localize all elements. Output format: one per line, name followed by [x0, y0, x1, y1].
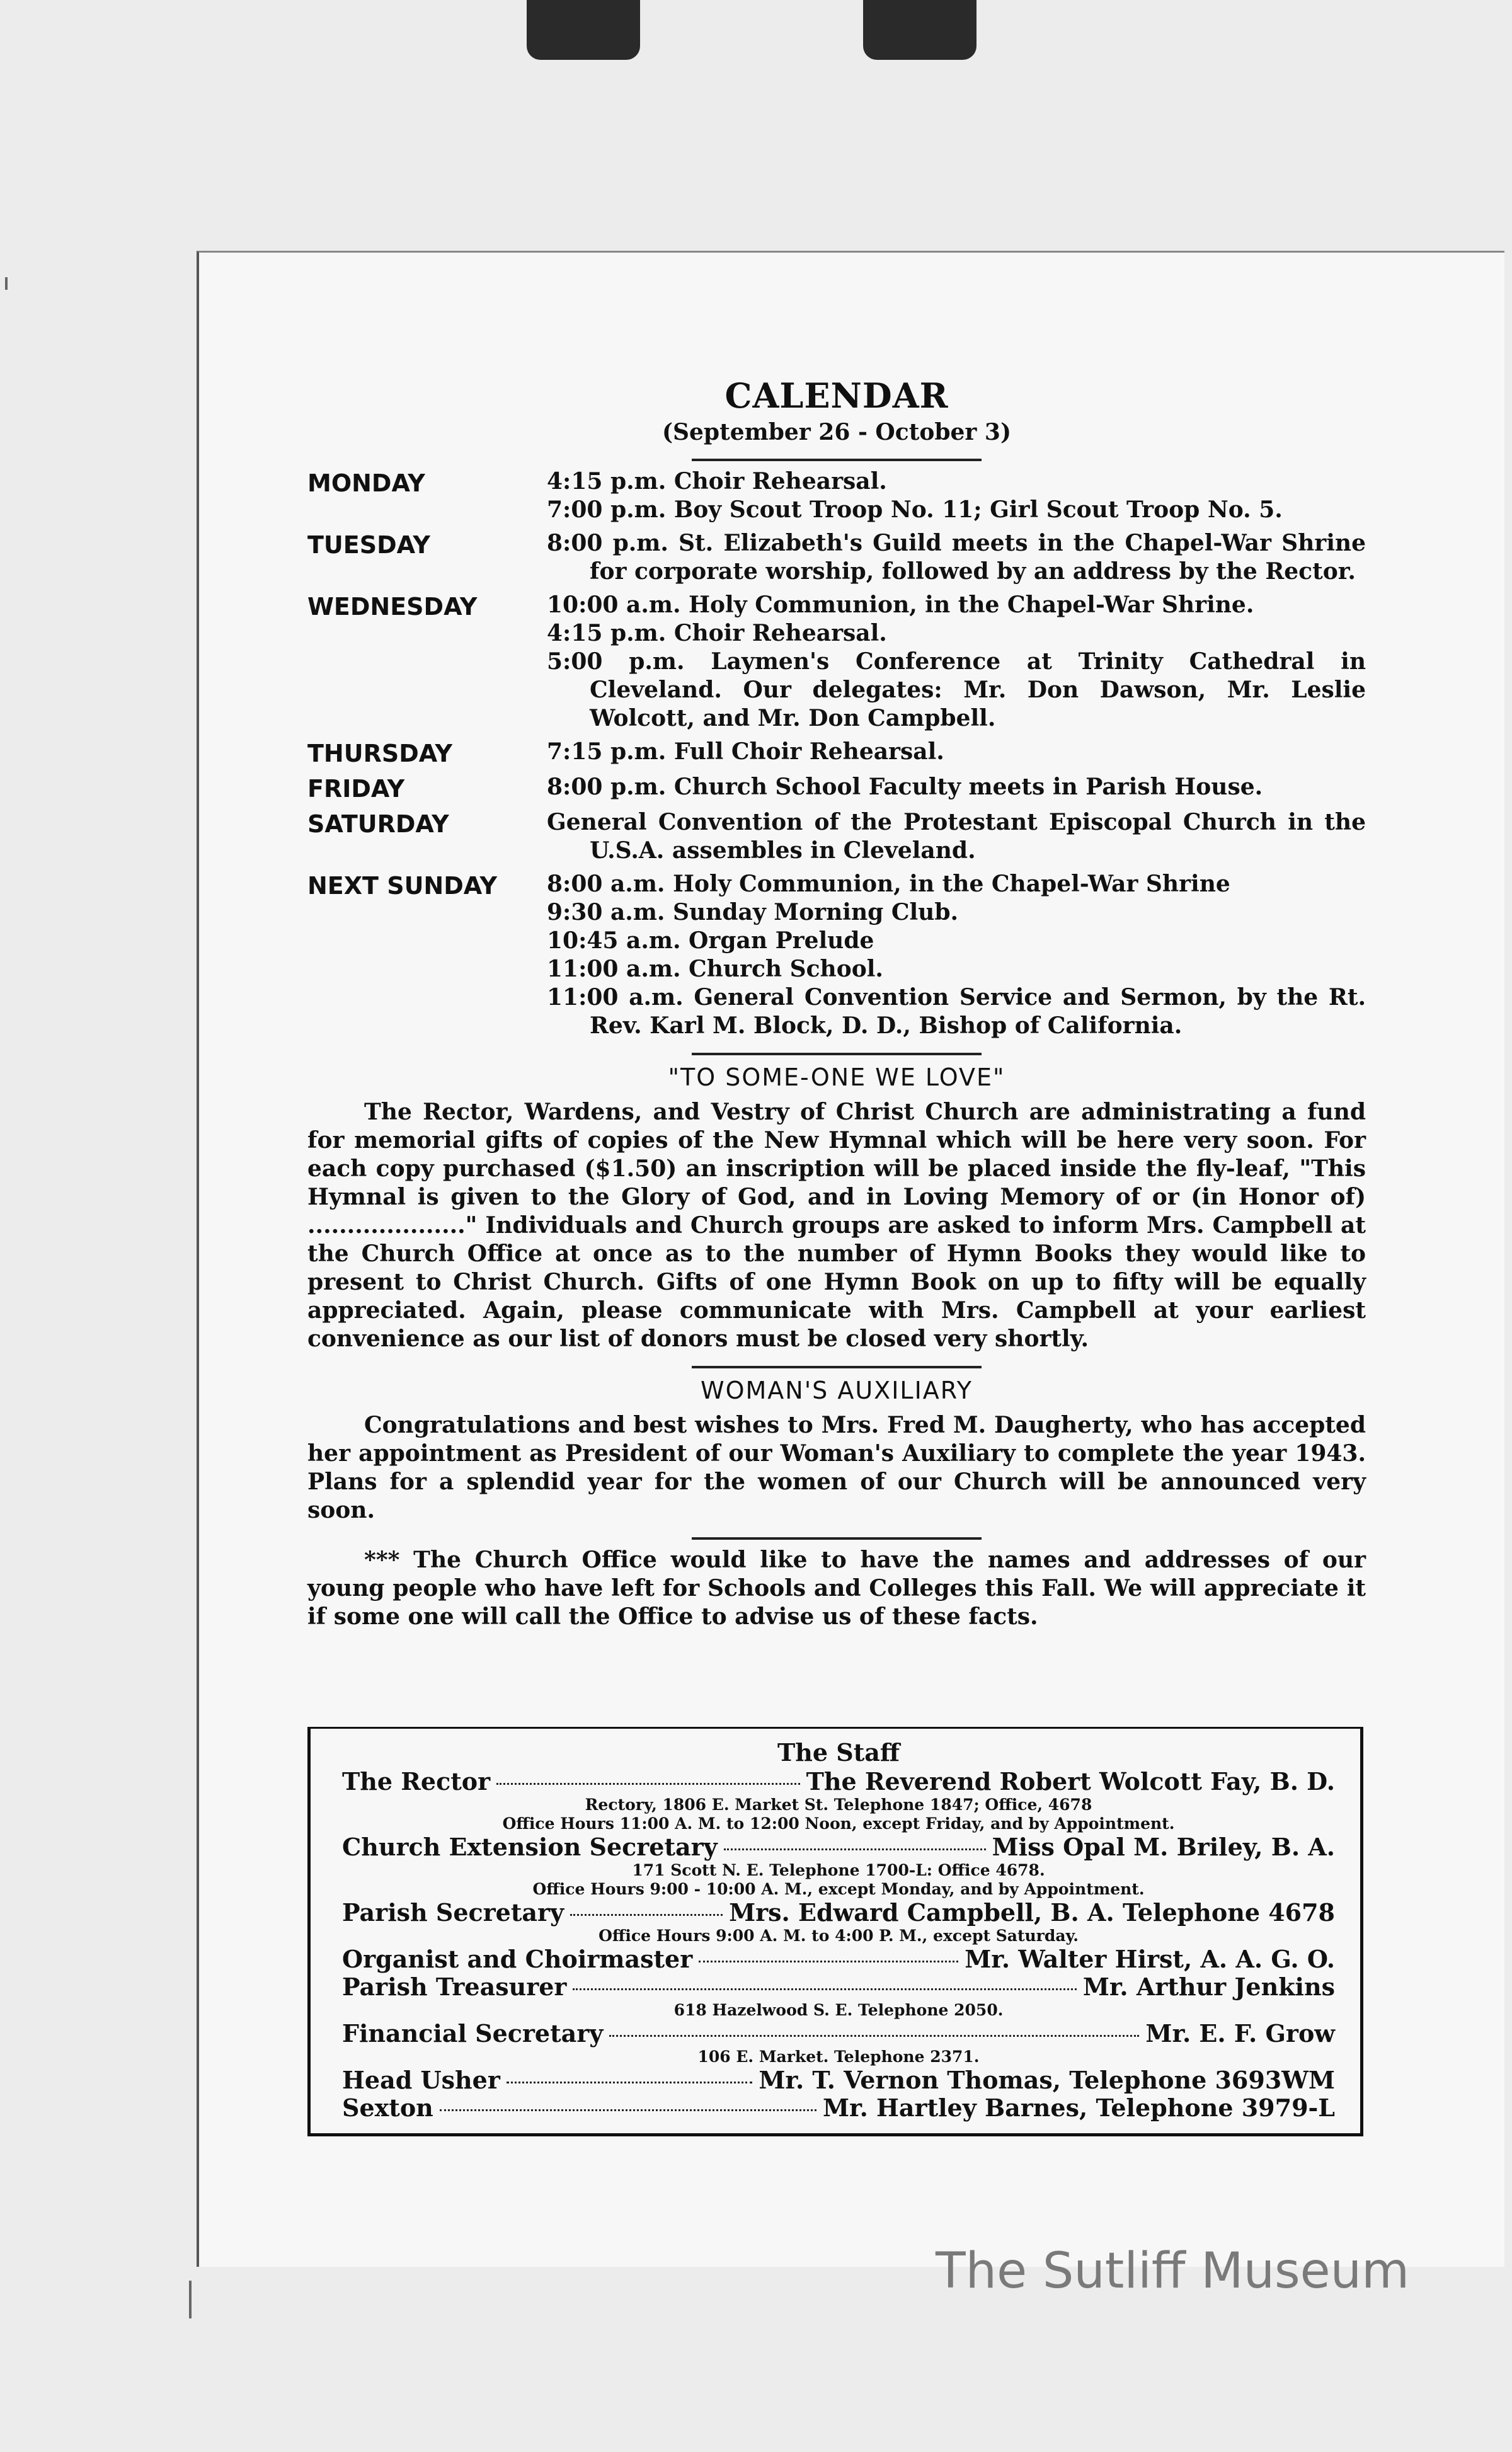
binder-tab-left	[527, 0, 640, 60]
day-label: TUESDAY	[307, 531, 430, 559]
event: 11:00 a.m. General Convention Service and Sermon, by the Rt. Rev. Karl M. Block, D. D., Bishop of California.	[547, 984, 1366, 1039]
day-label: MONDAY	[307, 469, 425, 497]
hymnal-paragraph: The Rector, Wardens, and Vestry of Christ Church are administrating a fund for memorial gifts of copies of the New Hymnal which will be here very soon. For each copy purchased ($1.50) an inscription will be placed inside the fly-leaf, "This Hymnal is given to the Glory of God, and in Loving Memory of or (in Honor of) ...................." Individuals and Church groups are asked to inform Mrs. Campbell at the Church Office at once as to the number of Hymn Books they would like to present to Christ Church. Gifts of one Hymn Book on up to fifty will be equally appreciated. Again, please communicate with Mrs. Campbell at your earliest convenience as our list of donors must be closed very shortly.	[307, 1099, 1366, 1352]
staff-detail: Rectory, 1806 E. Market St. Telephone 1847; Office, 4678	[585, 1796, 1092, 1814]
day-label: THURSDAY	[307, 740, 453, 767]
staff-person: Mr. T. Vernon Thomas, Telephone 3693WM	[759, 2066, 1335, 2094]
staff-detail: Office Hours 9:00 A. M. to 4:00 P. M., except Saturday.	[598, 1927, 1079, 1945]
binder-tab-right	[863, 0, 976, 60]
day-label: WEDNESDAY	[307, 593, 478, 621]
day-monday	[307, 467, 1366, 524]
staff-row-sexton	[342, 2094, 1335, 2122]
staff-directory	[307, 1727, 1363, 2136]
museum-watermark: The Sutliff Museum	[936, 2243, 1410, 2300]
staff-detail: 106 E. Market. Telephone 2371.	[697, 2048, 980, 2066]
staff-role: Parish Secretary	[342, 1898, 564, 1927]
staff-row-extension-secretary	[342, 1833, 1335, 1861]
staff-role: The Rector	[342, 1767, 491, 1796]
auxiliary-paragraph: Congratulations and best wishes to Mrs. Fred M. Daugherty, who has accepted her appointment as President of our Woman's Auxiliary to complete the year 1943. Plans for a splendid year for the women of our Church will be announced very soon.	[307, 1412, 1366, 1523]
staff-role: Parish Treasurer	[342, 1973, 567, 2001]
staff-row-organist	[342, 1945, 1335, 1973]
event: 4:15 p.m. Choir Rehearsal.	[547, 620, 887, 646]
staff-row-head-usher	[342, 2066, 1335, 2094]
staff-role: Head Usher	[342, 2066, 500, 2094]
scan-mark	[189, 2281, 192, 2318]
event: 11:00 a.m. Church School.	[547, 956, 883, 982]
bulletin-page	[197, 251, 1504, 2267]
event: 10:00 a.m. Holy Communion, in the Chapel-War Shrine.	[547, 592, 1254, 618]
divider	[692, 1366, 982, 1368]
calendar-list	[307, 467, 1366, 1040]
staff-row-parish-secretary	[342, 1899, 1335, 1927]
event: 7:00 p.m. Boy Scout Troop No. 11; Girl Scout Troop No. 5.	[547, 496, 1283, 523]
day-saturday	[307, 808, 1366, 865]
day-label: FRIDAY	[307, 775, 405, 803]
calendar-date-range: (September 26 - October 3)	[662, 419, 1011, 445]
auxiliary-section-title: WOMAN'S AUXILIARY	[701, 1377, 973, 1404]
staff-person: Mrs. Edward Campbell, B. A. Telephone 4678	[729, 1898, 1335, 1927]
event: 5:00 p.m. Laymen's Conference at Trinity Cathedral in Cleveland. Our delegates: Mr. Don Dawson, Mr. Leslie Wolcott, and Mr. Don Campbell.	[547, 648, 1366, 731]
staff-person: Miss Opal M. Briley, B. A.	[992, 1833, 1335, 1861]
staff-detail: 618 Hazelwood S. E. Telephone 2050.	[673, 2001, 1004, 2019]
staff-person: Mr. Hartley Barnes, Telephone 3979-L	[822, 2094, 1335, 2122]
event: 4:15 p.m. Choir Rehearsal.	[547, 468, 887, 495]
staff-person: Mr. E. F. Grow	[1145, 2019, 1335, 2048]
staff-person: The Reverend Robert Wolcott Fay, B. D.	[806, 1767, 1335, 1796]
day-tuesday	[307, 529, 1366, 586]
day-wednesday	[307, 591, 1366, 733]
staff-role: Organist and Choirmaster	[342, 1945, 693, 1973]
staff-role: Financial Secretary	[342, 2019, 604, 2048]
staff-detail: Office Hours 9:00 - 10:00 A. M., except Monday, and by Appointment.	[532, 1880, 1145, 1898]
staff-person: Mr. Arthur Jenkins	[1082, 1973, 1335, 2001]
event: 9:30 a.m. Sunday Morning Club.	[547, 899, 959, 925]
staff-role: Sexton	[342, 2094, 433, 2122]
staff-row-rector	[342, 1768, 1335, 1796]
divider	[692, 1053, 982, 1055]
staff-role: Church Extension Secretary	[342, 1833, 718, 1861]
hymnal-section-title: "TO SOME-ONE WE LOVE"	[668, 1063, 1005, 1091]
day-next-sunday	[307, 870, 1366, 1040]
event: 8:00 p.m. Church School Faculty meets in Parish House.	[547, 774, 1263, 800]
day-friday	[307, 773, 1366, 803]
event: 8:00 a.m. Holy Communion, in the Chapel-War Shrine	[547, 871, 1230, 897]
staff-person: Mr. Walter Hirst, A. A. G. O.	[965, 1945, 1335, 1973]
event: General Convention of the Protestant Episcopal Church in the U.S.A. assembles in Cleveland.	[547, 809, 1366, 864]
event: 8:00 p.m. St. Elizabeth's Guild meets in the Chapel-War Shrine for corporate worship, followed by an address by the Rector.	[547, 530, 1366, 585]
staff-detail: Office Hours 11:00 A. M. to 12:00 Noon, except Friday, and by Appointment.	[502, 1814, 1175, 1833]
day-thursday	[307, 738, 1366, 768]
staff-heading: The Staff	[777, 1738, 900, 1767]
scan-mark	[5, 277, 8, 290]
bulletin-content	[307, 375, 1366, 1631]
divider	[692, 459, 982, 461]
day-label: SATURDAY	[307, 810, 449, 838]
divider	[692, 1537, 982, 1540]
event: 7:15 p.m. Full Choir Rehearsal.	[547, 738, 944, 765]
staff-row-treasurer	[342, 1973, 1335, 2001]
staff-row-financial-secretary	[342, 2020, 1335, 2048]
staff-detail: 171 Scott N. E. Telephone 1700-L: Office 4678.	[632, 1861, 1045, 1879]
day-label: NEXT SUNDAY	[307, 872, 498, 900]
calendar-title: CALENDAR	[724, 375, 949, 416]
event: 10:45 a.m. Organ Prelude	[547, 927, 874, 954]
office-notice: *** The Church Office would like to have the names and addresses of our young people who have left for Schools and Colleges this Fall. We will appreciate it if some one will call the Office to advise us of these facts.	[307, 1547, 1366, 1630]
